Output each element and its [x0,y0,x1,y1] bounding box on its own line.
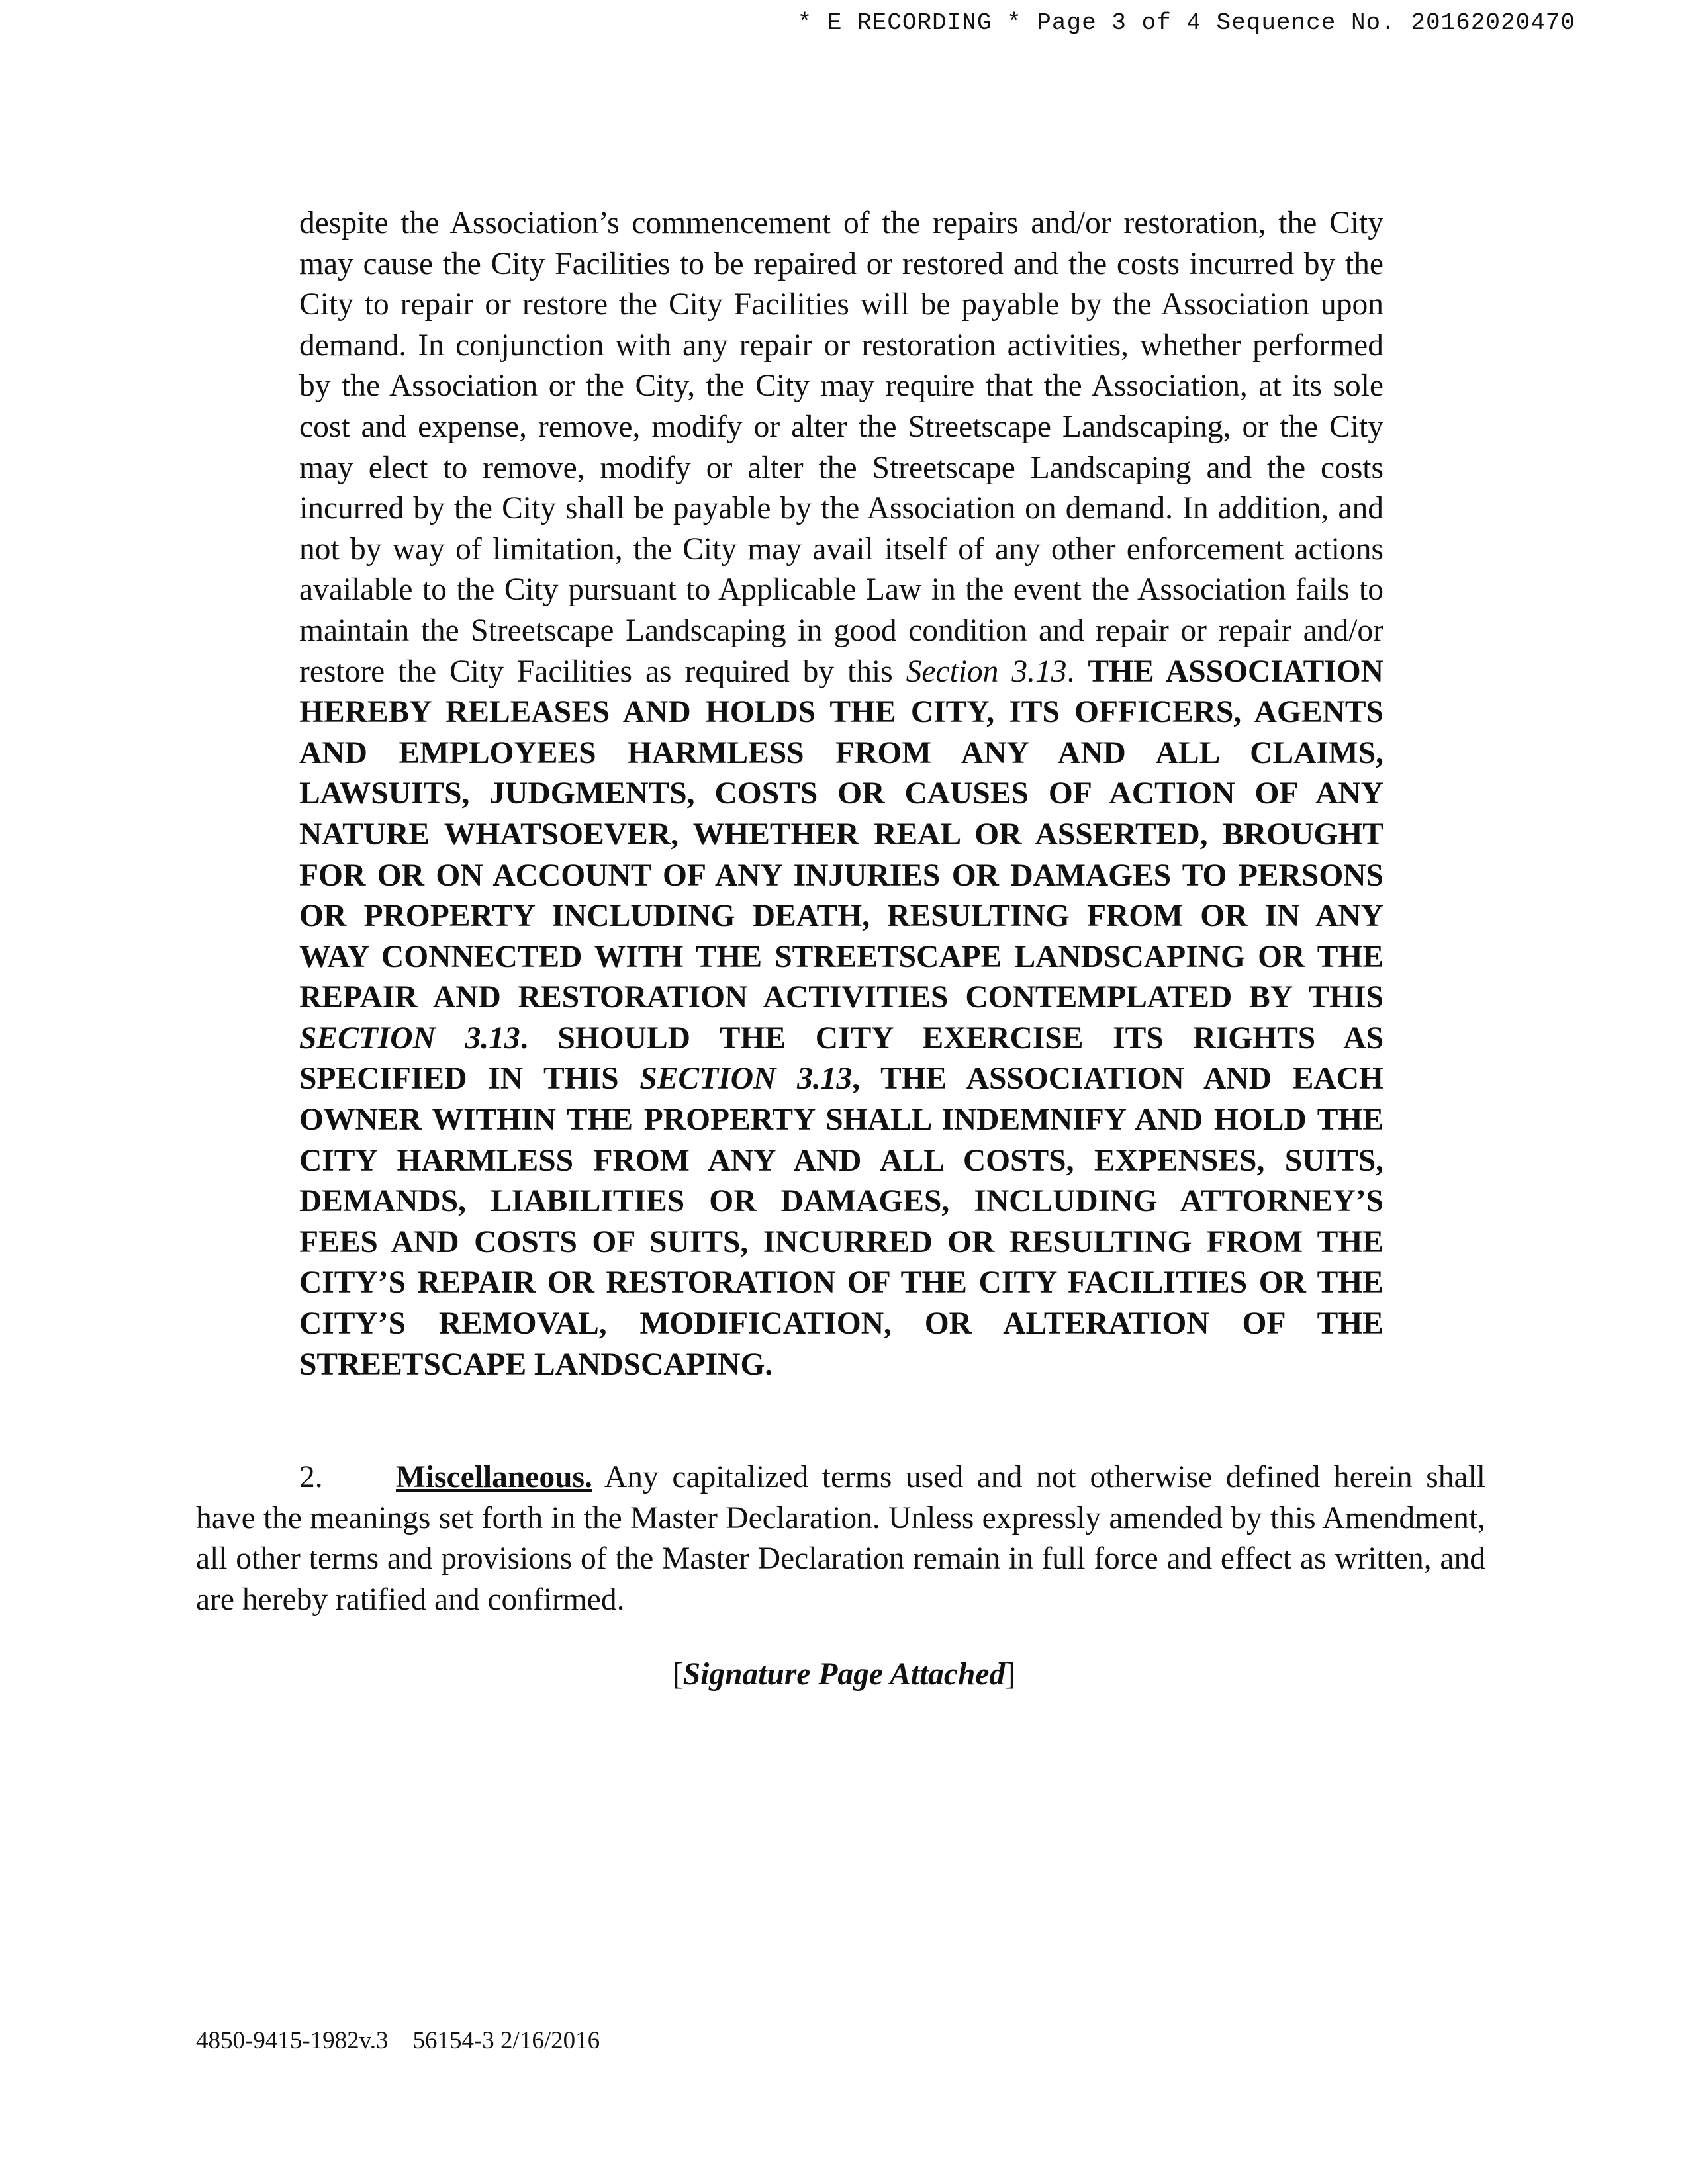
section-heading: Miscellaneous. [396,1460,592,1494]
recording-stamp: * E RECORDING * Page 3 of 4 Sequence No. 20162020470 [797,9,1575,36]
section-reference: Section 3.13 [906,654,1067,689]
body-text: despite the Association’s commencement of the repairs and/or restoration, the City may cause the City Facilities to be repaired or restored and the costs incurred by the City to repair or restore the City Facilities will be payable by the Association upon demand. In conjunction with any repair or restoration activities, whether performed by the Association or the City, the City may require that the Association, at its sole cost and expense, remove, modify or alter the Streetscape Landscaping, or the City may elect to remove, modify or alter the Streetscape Landscaping and the costs incurred by the City shall be payable by the Association on demand. In addition, and not by way of limitation, the City may avail itself of any other enforcement actions available to the City pursuant to Applicable Law in the event the Association fails to maintain the Streetscape Landscaping in good condition and repair or repair and/or restore the City Facilities as required by this [299,206,1383,689]
signature-page-note [0,1655,1688,1696]
section-text: Any capitalized terms used and not otherwise defined herein shall have the meanings set forth in the Master Declaration. Unless expressly amended by this Amendment, all other terms and provisions of the Master Declaration remain in full force and effect as written, and are hereby ratified and confirmed. [196,1460,1485,1617]
release-clause [299,655,1383,1382]
section-reference: SECTION 3.13 [639,1062,853,1097]
body-text: . [1066,654,1075,689]
release-text: THE ASSOCIATION HEREBY RELEASES AND HOLDS THE CITY, ITS OFFICERS, AGENTS AND EMPLOYEES HARMLESS FROM ANY AND ALL CLAIMS, LAWSUITS, JUDGMENTS, COSTS OR CAUSES OF ACTION OF ANY NATURE WHATSOEVER, WHETHER REAL OR ASSERTED, BROUGHT FOR OR ON ACCOUNT OF ANY INJURIES OR DAMAGES TO PERSONS OR PROPERTY INCLUDING DEATH, RESULTING FROM OR IN ANY WAY CONNECTED WITH THE STREETSCAPE LANDSCAPING OR THE REPAIR AND RESTORATION ACTIVITIES CONTEMPLATED BY THIS [299,654,1384,1015]
signature-note-text: Signature Page Attached [682,1657,1006,1692]
bracket: [ [672,1657,683,1692]
indemnity-text: , THE ASSOCIATION AND EACH OWNER WITHIN THE PROPERTY SHALL INDEMNIFY AND HOLD THE CITY HARMLESS FROM ANY AND ALL COSTS, EXPENSES, SUITS, DEMANDS, LIABILITIES OR DAMAGES, INCLUDING ATTORNEY’S FEES AND COSTS OF SUITS, INCURRED OR RESULTING FROM THE CITY’S REPAIR OR RESTORATION OF THE CITY FACILITIES OR THE CITY’S REMOVAL, MODIFICATION, OR ALTERATION OF THE STREETSCAPE LANDSCAPING. [299,1062,1383,1382]
bracket: ] [1005,1657,1016,1692]
document-footer-id: 4850-9415-1982v.3 56154-3 2/16/2016 [196,2027,600,2054]
miscellaneous-section [196,1457,1485,1620]
release-text: . SHOULD THE CITY EXERCISE ITS RIGHTS AS SPECIFIED IN THIS [299,1021,1383,1097]
section-number: 2. [299,1460,323,1494]
section-3-13-continuation [299,203,1383,1385]
section-reference: SECTION 3.13 [299,1021,520,1056]
